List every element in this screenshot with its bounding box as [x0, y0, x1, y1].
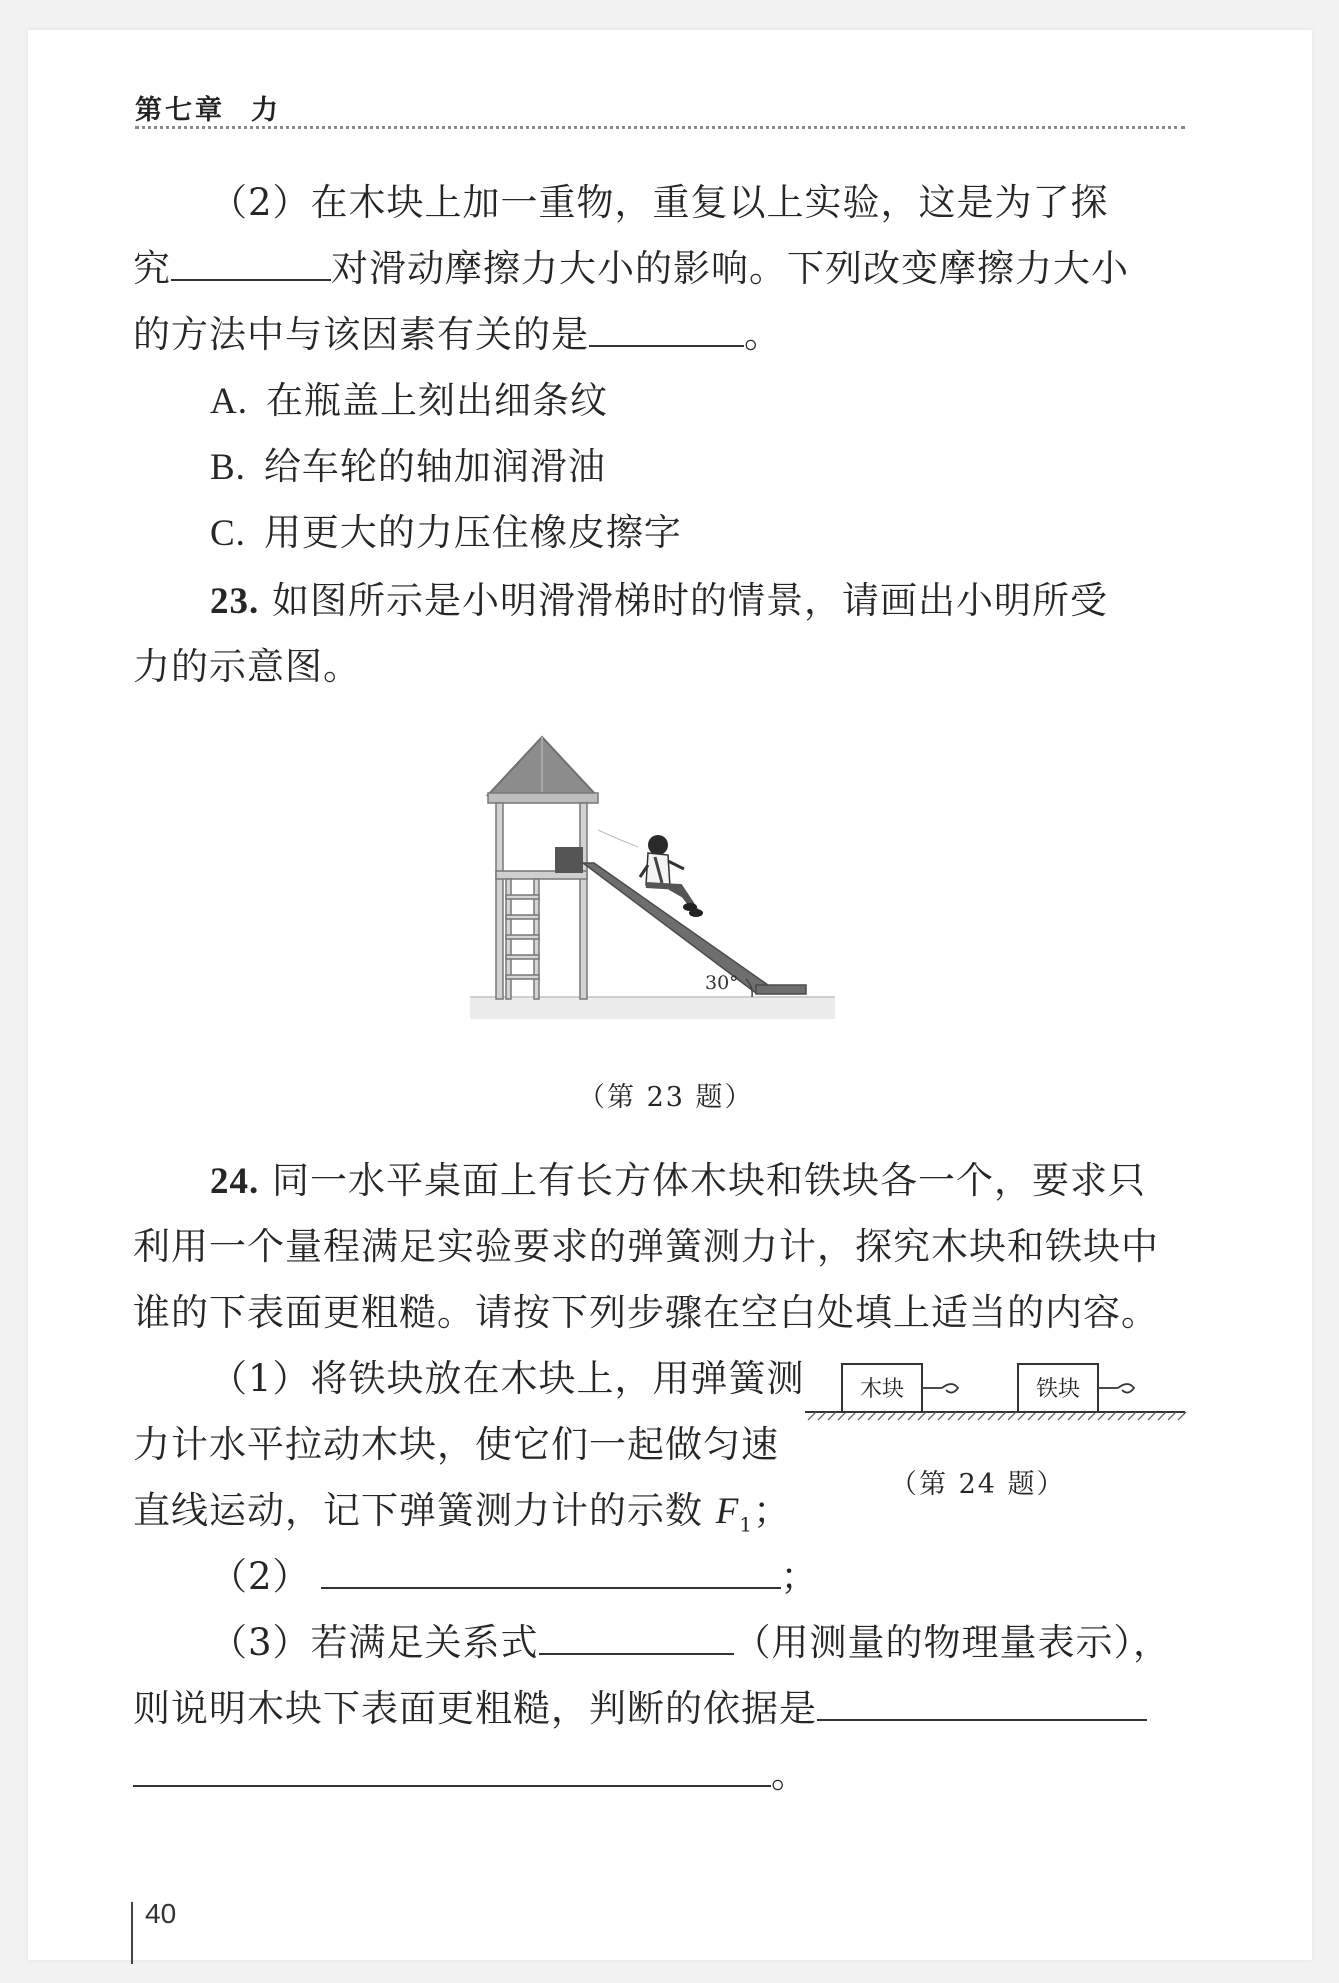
q24-step3-line3: 。: [133, 1744, 809, 1798]
option-c: C. 用更大的力压住橡皮擦字: [210, 511, 682, 554]
answer-blank-reason-a[interactable]: [817, 1689, 1147, 1721]
page-number: 40: [145, 1898, 177, 1929]
q22-part2-line3: 的方法中与该因素有关的是 。: [133, 313, 782, 356]
q22-part2-line1: （2）在木块上加一重物，重复以上实验，这是为了探: [210, 181, 1109, 224]
q24-step1-line3: 直线运动，记下弹簧测力计的示数 $F_1$；: [133, 1489, 792, 1537]
iron-hook: [1098, 1384, 1134, 1393]
blocks-figure: [800, 1360, 1190, 1440]
question-number: 23.: [210, 581, 260, 622]
tower-post-right: [580, 803, 587, 999]
q24-step1-line2: 力计水平拉动木块，使它们一起做匀速: [133, 1423, 779, 1466]
q24-step1-line1: （1）将铁块放在木块上，用弹簧测: [210, 1357, 805, 1400]
q24-step2: （2） ；: [210, 1555, 819, 1598]
q24-step3-line1: （3）若满足关系式 （用测量的物理量表示），: [210, 1621, 1172, 1664]
answer-blank-reason-b[interactable]: [133, 1755, 771, 1787]
answer-blank-relation[interactable]: [539, 1623, 734, 1655]
figure-23-caption: （第 23 题）: [578, 1082, 754, 1113]
q23-line2: 力的示意图。: [133, 645, 361, 688]
tower-post-left: [496, 803, 503, 999]
figure-24-caption: （第 24 题）: [890, 1469, 1066, 1500]
ground: [470, 997, 835, 1019]
slide-figure: [470, 735, 850, 1025]
answer-blank-option[interactable]: [589, 315, 744, 347]
wood-hook: [922, 1384, 958, 1393]
ladder: [506, 879, 539, 999]
wood-block-label: 木块: [859, 1377, 905, 1402]
chapter-name: 力: [251, 95, 281, 126]
answer-blank-step2[interactable]: [321, 1557, 781, 1589]
chapter-label: 第七章: [135, 95, 225, 126]
option-a: A. 在瓶盖上刻出细条纹: [210, 379, 608, 422]
page-number-bar: [131, 1902, 133, 1964]
iron-block-label: 铁块: [1035, 1377, 1081, 1402]
q23-line1: 23. 如图所示是小明滑滑梯时的情景，请画出小明所受: [210, 579, 1109, 622]
header-divider: [135, 126, 1185, 129]
angle-label: 30°: [705, 972, 739, 994]
q24-line1: 24. 同一水平桌面上有长方体木块和铁块各一个，要求只: [210, 1159, 1147, 1202]
q24-step3-line2: 则说明木块下表面更粗糙，判断的依据是: [133, 1678, 1147, 1732]
q24-line2: 利用一个量程满足实验要求的弹簧测力计，探究木块和铁块中: [133, 1225, 1159, 1268]
slide-chute: [583, 863, 768, 993]
q24-line3: 谁的下表面更粗糙。请按下列步骤在空白处填上适当的内容。: [133, 1291, 1159, 1334]
chapter-header: [135, 88, 1185, 127]
option-b: B. 给车轮的轴加润滑油: [210, 445, 606, 488]
answer-blank-factor[interactable]: [171, 249, 331, 281]
question-number: 24.: [210, 1161, 260, 1202]
q22-part2-line2: 究 对滑动摩擦力大小的影响。下列改变摩擦力大小: [133, 247, 1129, 290]
